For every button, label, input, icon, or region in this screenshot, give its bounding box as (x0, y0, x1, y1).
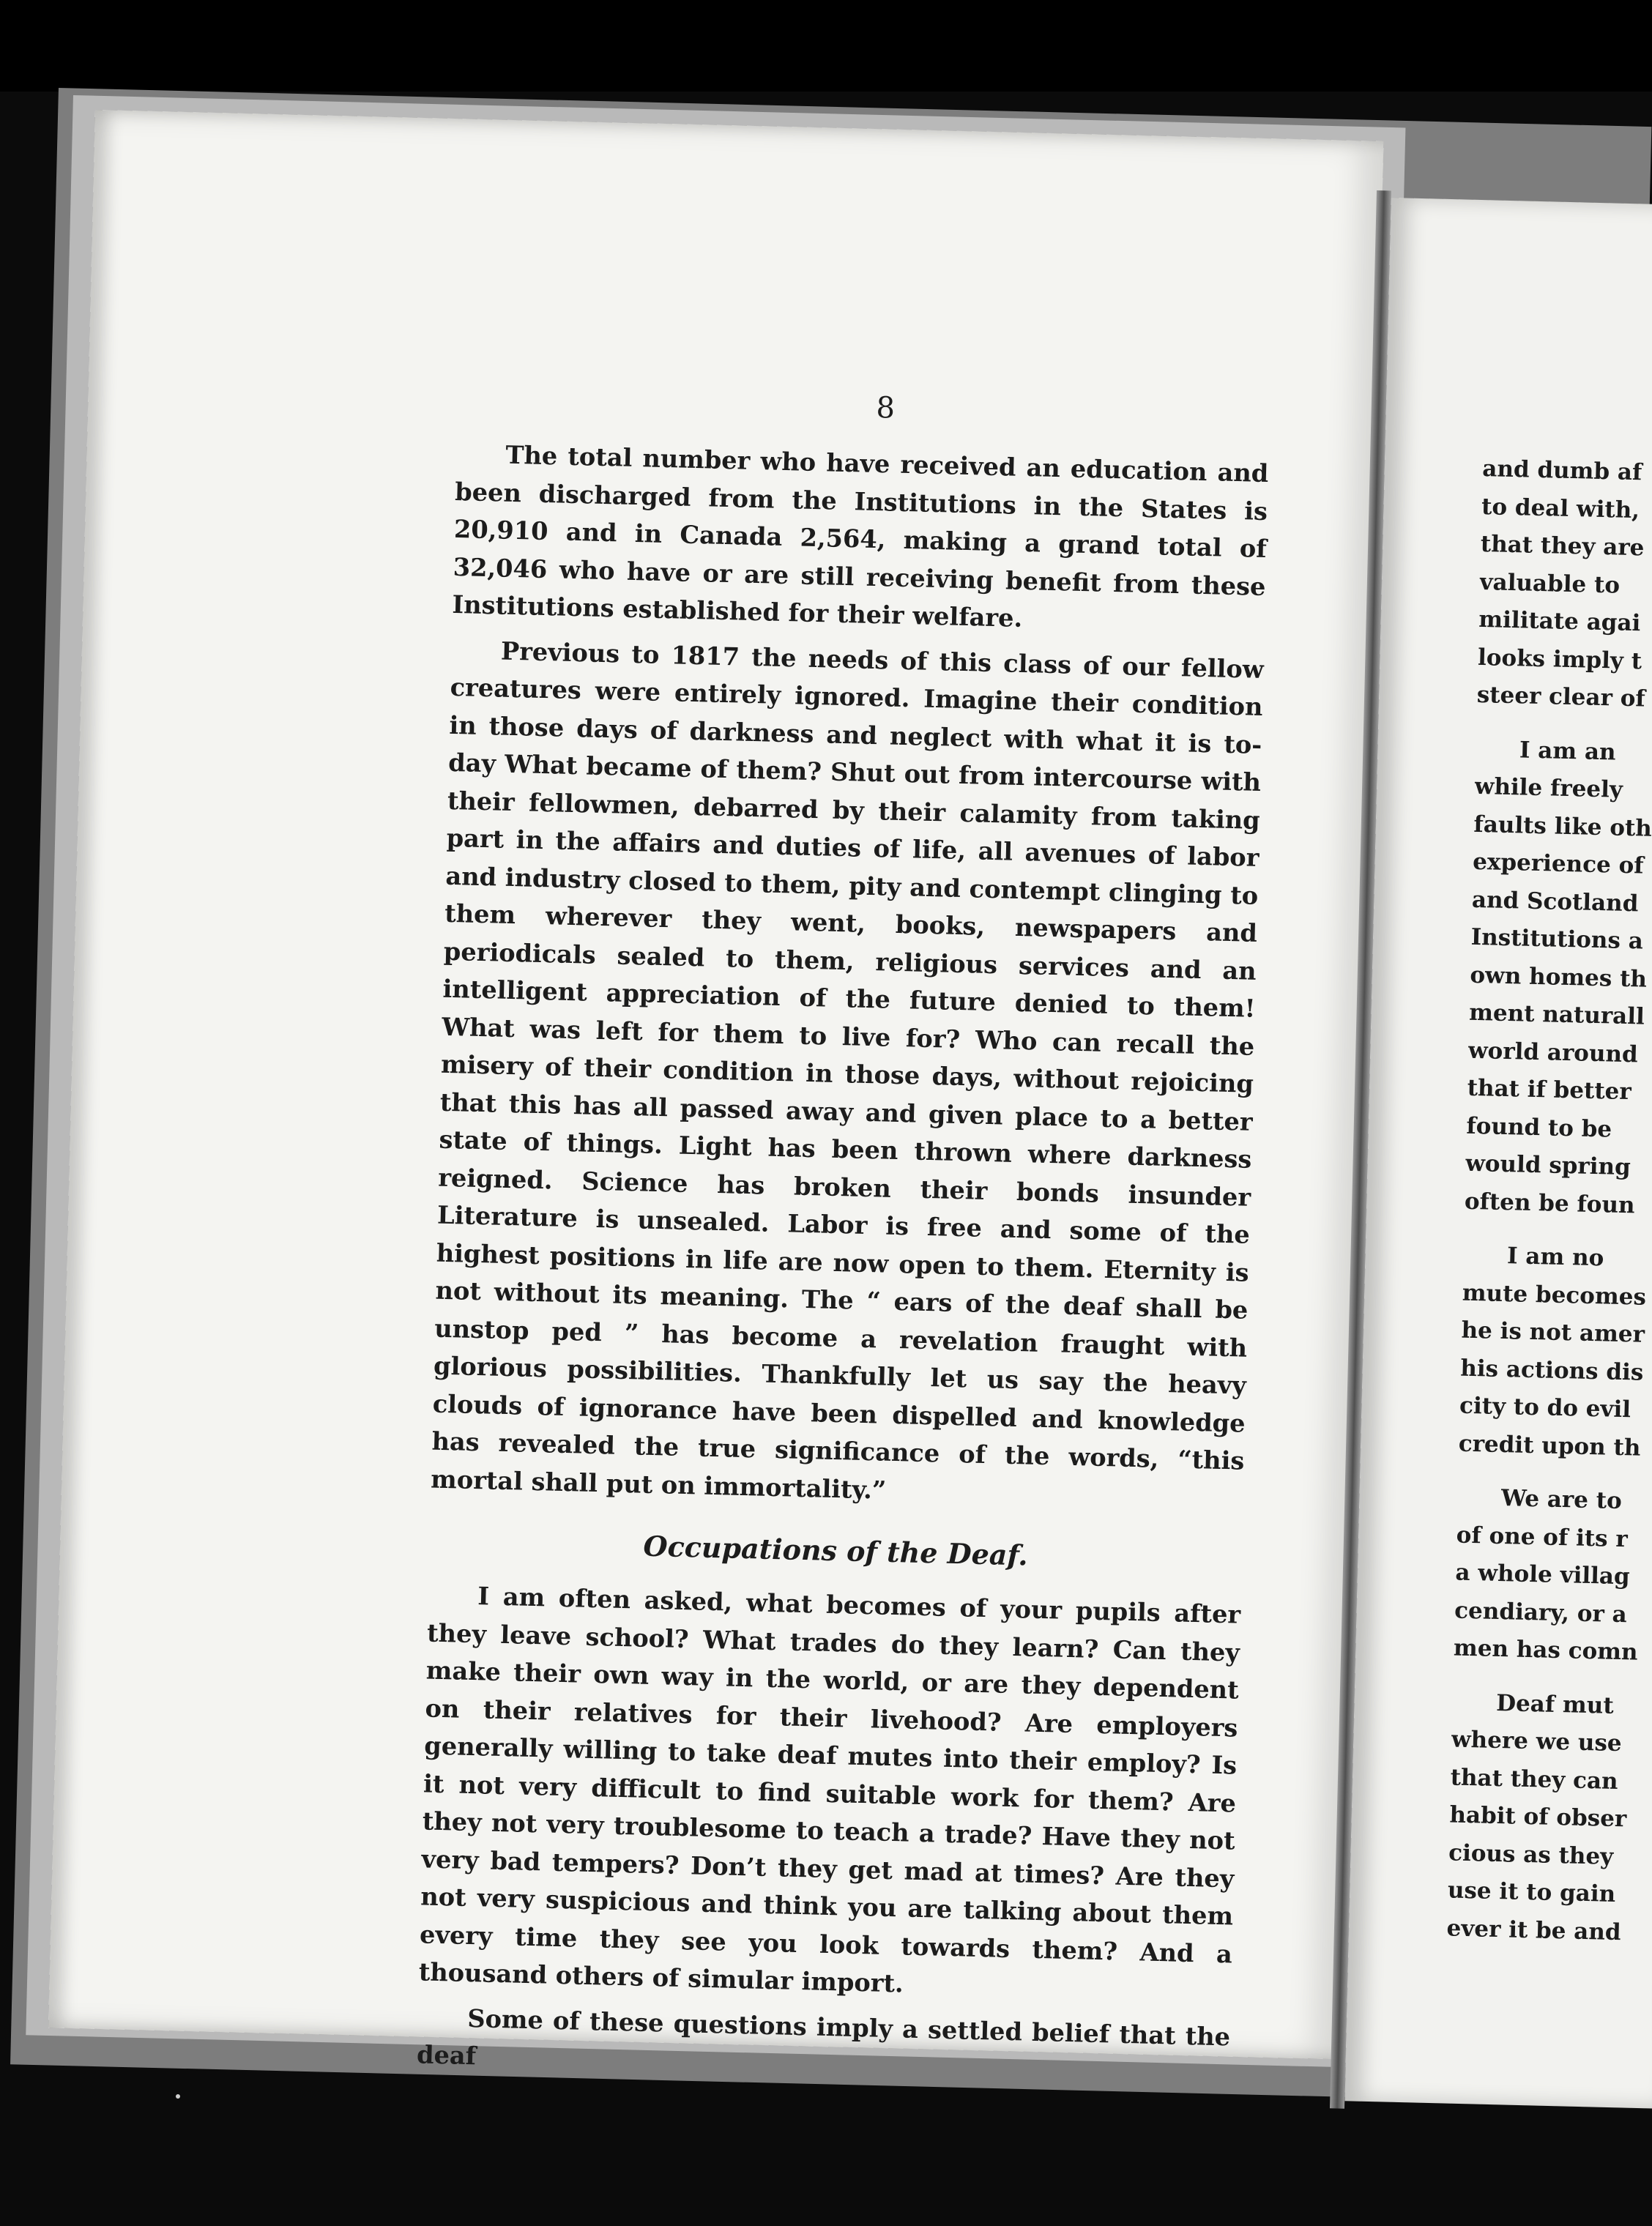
text-line: I am no (1506, 1243, 1604, 1272)
text-line: a whole villag (1455, 1559, 1631, 1590)
text-line: to deal with, (1481, 493, 1640, 524)
text-line: of one of its r (1456, 1522, 1629, 1552)
text-line: Institutions a (1470, 923, 1644, 955)
text-line: habit of obser (1449, 1801, 1627, 1833)
text-line: use it to gain (1447, 1877, 1616, 1908)
text-line: militate agai (1478, 606, 1641, 637)
text-line: Deaf mut (1495, 1689, 1615, 1719)
text-line: ever it be and (1446, 1914, 1622, 1946)
paragraph: The total number who have received an education and been discharged from the Institutions in the States is 20,910 and in Canada 2,564, making a grand total of 32,046 who have or are still receiving benefit from these Institutions established for their welfare. (452, 439, 1269, 633)
text-line: world around (1467, 1037, 1639, 1068)
text-line: I am an (1519, 736, 1617, 766)
text-line: steer clear of (1476, 681, 1646, 712)
text-line: mute becomes (1462, 1279, 1647, 1311)
text-line: that they can (1450, 1763, 1619, 1795)
text-line: his actions dis (1459, 1355, 1644, 1386)
text-line: cendiary, or a (1454, 1597, 1628, 1628)
paragraph: I am often asked, what becomes of your pupils after they leave school? What trades do they learn? Can they make their own way in the world, or are they dependent on their relatives for their livehood? Are employers generally willing to take deaf mutes into their employ? Is it not very difficult to find suitable work for them? Are they not very troublesome to teach a trade? Have they not very bad tempers? Don’t they get mad at times? Are they not very suspicious and think you are talking about them every time they see you look towards them? And a thousand others of simular import. (418, 1581, 1241, 1998)
text-line: cious as they (1448, 1839, 1614, 1870)
text-line: while freely (1474, 773, 1623, 803)
text-line: where we use (1451, 1726, 1623, 1757)
text-line: that they are (1480, 530, 1645, 562)
text-line: own homes th (1470, 961, 1648, 993)
text-line: credit upon th (1458, 1430, 1641, 1462)
text-line: faults like oth (1473, 811, 1652, 842)
left-page-text (416, 381, 1270, 2101)
text-line: city to do evil (1459, 1392, 1631, 1423)
text-line: and Scotland (1471, 886, 1639, 917)
text-line: he is not amer (1461, 1317, 1645, 1348)
text-line: and dumb af (1481, 455, 1642, 486)
paragraph: Some of these questions imply a settled belief that the deaf (416, 2003, 1231, 2071)
text-line: valuable to (1479, 568, 1621, 599)
dust-speck (176, 2094, 180, 2099)
text-line: We are to (1500, 1485, 1623, 1515)
text-line: often be foun (1464, 1188, 1635, 1218)
right-page-text (1446, 450, 1652, 1953)
page-number: 8 (875, 390, 896, 425)
text-line: ment naturall (1468, 999, 1645, 1030)
section-heading: Occupations of the Deaf. (643, 1529, 1029, 1572)
text-line: found to be (1466, 1112, 1612, 1143)
text-line: that if better (1467, 1074, 1632, 1106)
text-line: would spring (1465, 1150, 1631, 1181)
paragraph: Previous to 1817 the needs of this class of our fellow creatures were entirely ignored. Imagine their condition in those days of darkness and neglect with what it is to-day What became of them? Shut out from intercourse with their fellowmen, debarred by their calamity from taking part in the affairs and duties of life, all avenues of labor and industry closed to them, pity and contempt clinging to them wherever they went, books, newspapers and periodicals sealed to them, religious services and an intelligent appreciation of the future denied to them! What was left for them to live for? Who can recall the misery of their condition in those days, without rejoicing that this has all passed away and given place to a better state of things. Light has been thrown where darkness reigned. Science has broken their bonds insunder Literature is unsealed. Labor is free and some of the highest positions in life are now open to them. Eternity is not without its meaning. The “ ears of the deaf shall be unstop ped ” has become a revelation fraught with glorious possibilities. Thankfully let us say the heavy clouds of ignorance have been dispelled and knowledge has revealed the true significance of the words, “this mortal shall put on immortality.” (430, 636, 1265, 1505)
scanner-background (0, 0, 1652, 92)
text-line: men has comn (1453, 1634, 1639, 1666)
text-line: experience of (1472, 848, 1645, 879)
text-line: looks imply t (1477, 644, 1642, 674)
